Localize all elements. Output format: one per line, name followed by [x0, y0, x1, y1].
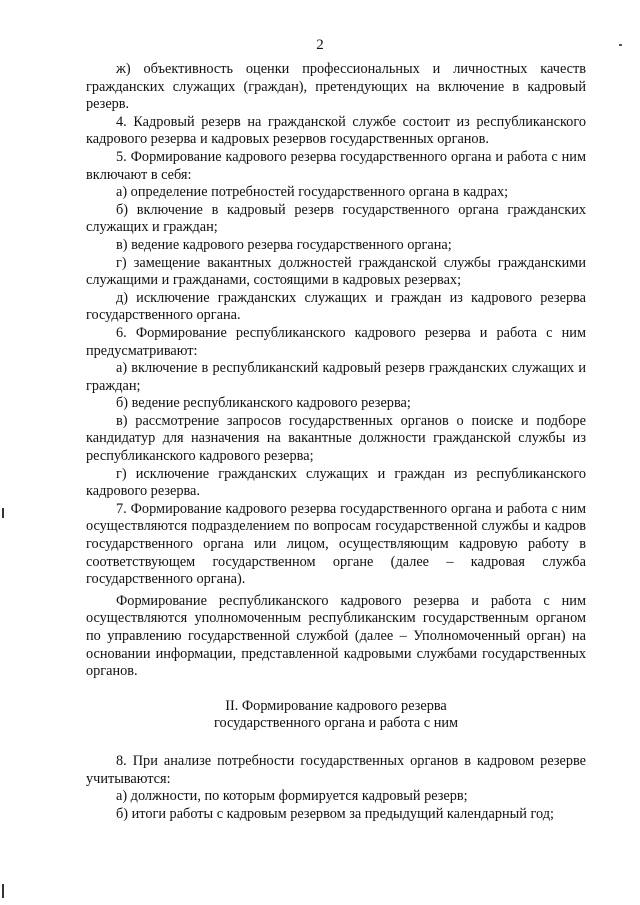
- paragraph-6v: в) рассмотрение запросов государственных органов о поиске и подборе кандидатур для назначения на вакантные должности гражданской службы из республиканского кадрового резерва;: [86, 412, 586, 465]
- paragraph-5d: д) исключение гражданских служащих и граждан из кадрового резерва государственного органа.: [86, 289, 586, 324]
- paragraph-6g: г) исключение гражданских служащих и граждан из республиканского кадрового резерва.: [86, 465, 586, 500]
- paragraph-5g: г) замещение вакантных должностей гражданской службы гражданскими служащими и гражданами, состоящими в кадровых резервах;: [86, 254, 586, 289]
- paragraph-6a: а) включение в республиканский кадровый резерв гражданских служащих и граждан;: [86, 360, 586, 394]
- page-number: 2: [316, 37, 324, 53]
- paragraph-7: 7. Формирование кадрового резерва государственного органа и работа с ним осуществляются подразделением по вопросам государственной службы и кадров государственного органа или лицом, осуществляющим кадровую работу в соответствующем государственном органе (далее – кадровая служба государственного органа).: [86, 500, 586, 588]
- paragraph-5: 5. Формирование кадрового резерва государственного органа и работа с ним включают в себя:: [86, 148, 586, 183]
- paragraph-4: 4. Кадровый резерв на гражданской службе состоит из республиканского кадрового резерва и кадровых резервов государственных органов.: [86, 113, 586, 148]
- margin-mark-bottom: [2, 884, 4, 898]
- paragraph-6: 6. Формирование республиканского кадрового резерва и работа с ним предусматривают:: [86, 324, 586, 359]
- paragraph-5b: б) включение в кадровый резерв государственного органа гражданских служащих и граждан;: [86, 201, 586, 236]
- paragraph-7-continued: Формирование республиканского кадрового резерва и работа с ним осуществляются уполномоченным республиканским государственным органом по управлению государственной службой (далее – Уполномоченный орган) на основании информации, представленной кадровыми службами государственных органов.: [86, 592, 586, 680]
- margin-mark-top: [2, 508, 4, 518]
- paragraph-8: 8. При анализе потребности государственных органов в кадровом резерве учитываются:: [86, 752, 586, 787]
- section-heading: [86, 698, 586, 733]
- paragraph-5v: в) ведение кадрового резерва государственного органа;: [116, 236, 452, 253]
- paragraph-5a: а) определение потребностей государственного органа в кадрах;: [116, 184, 509, 201]
- scan-speck: [619, 44, 622, 46]
- section-heading-line2: государственного органа и работа с ним: [213, 715, 459, 732]
- paragraph-6b: б) ведение республиканского кадрового резерва;: [116, 395, 411, 412]
- document-body: [86, 61, 586, 823]
- paragraph-8b: б) итоги работы с кадровым резервом за предыдущий календарный год;: [116, 805, 555, 822]
- paragraph-8a: а) должности, по которым формируется кадровый резерв;: [116, 788, 468, 805]
- paragraph-3zh: ж) объективность оценки профессиональных и личностных качеств гражданских служащих (граждан), претендующих на включение в кадровый резерв.: [86, 61, 586, 113]
- section-heading-line1: II. Формирование кадрового резерва: [225, 697, 447, 714]
